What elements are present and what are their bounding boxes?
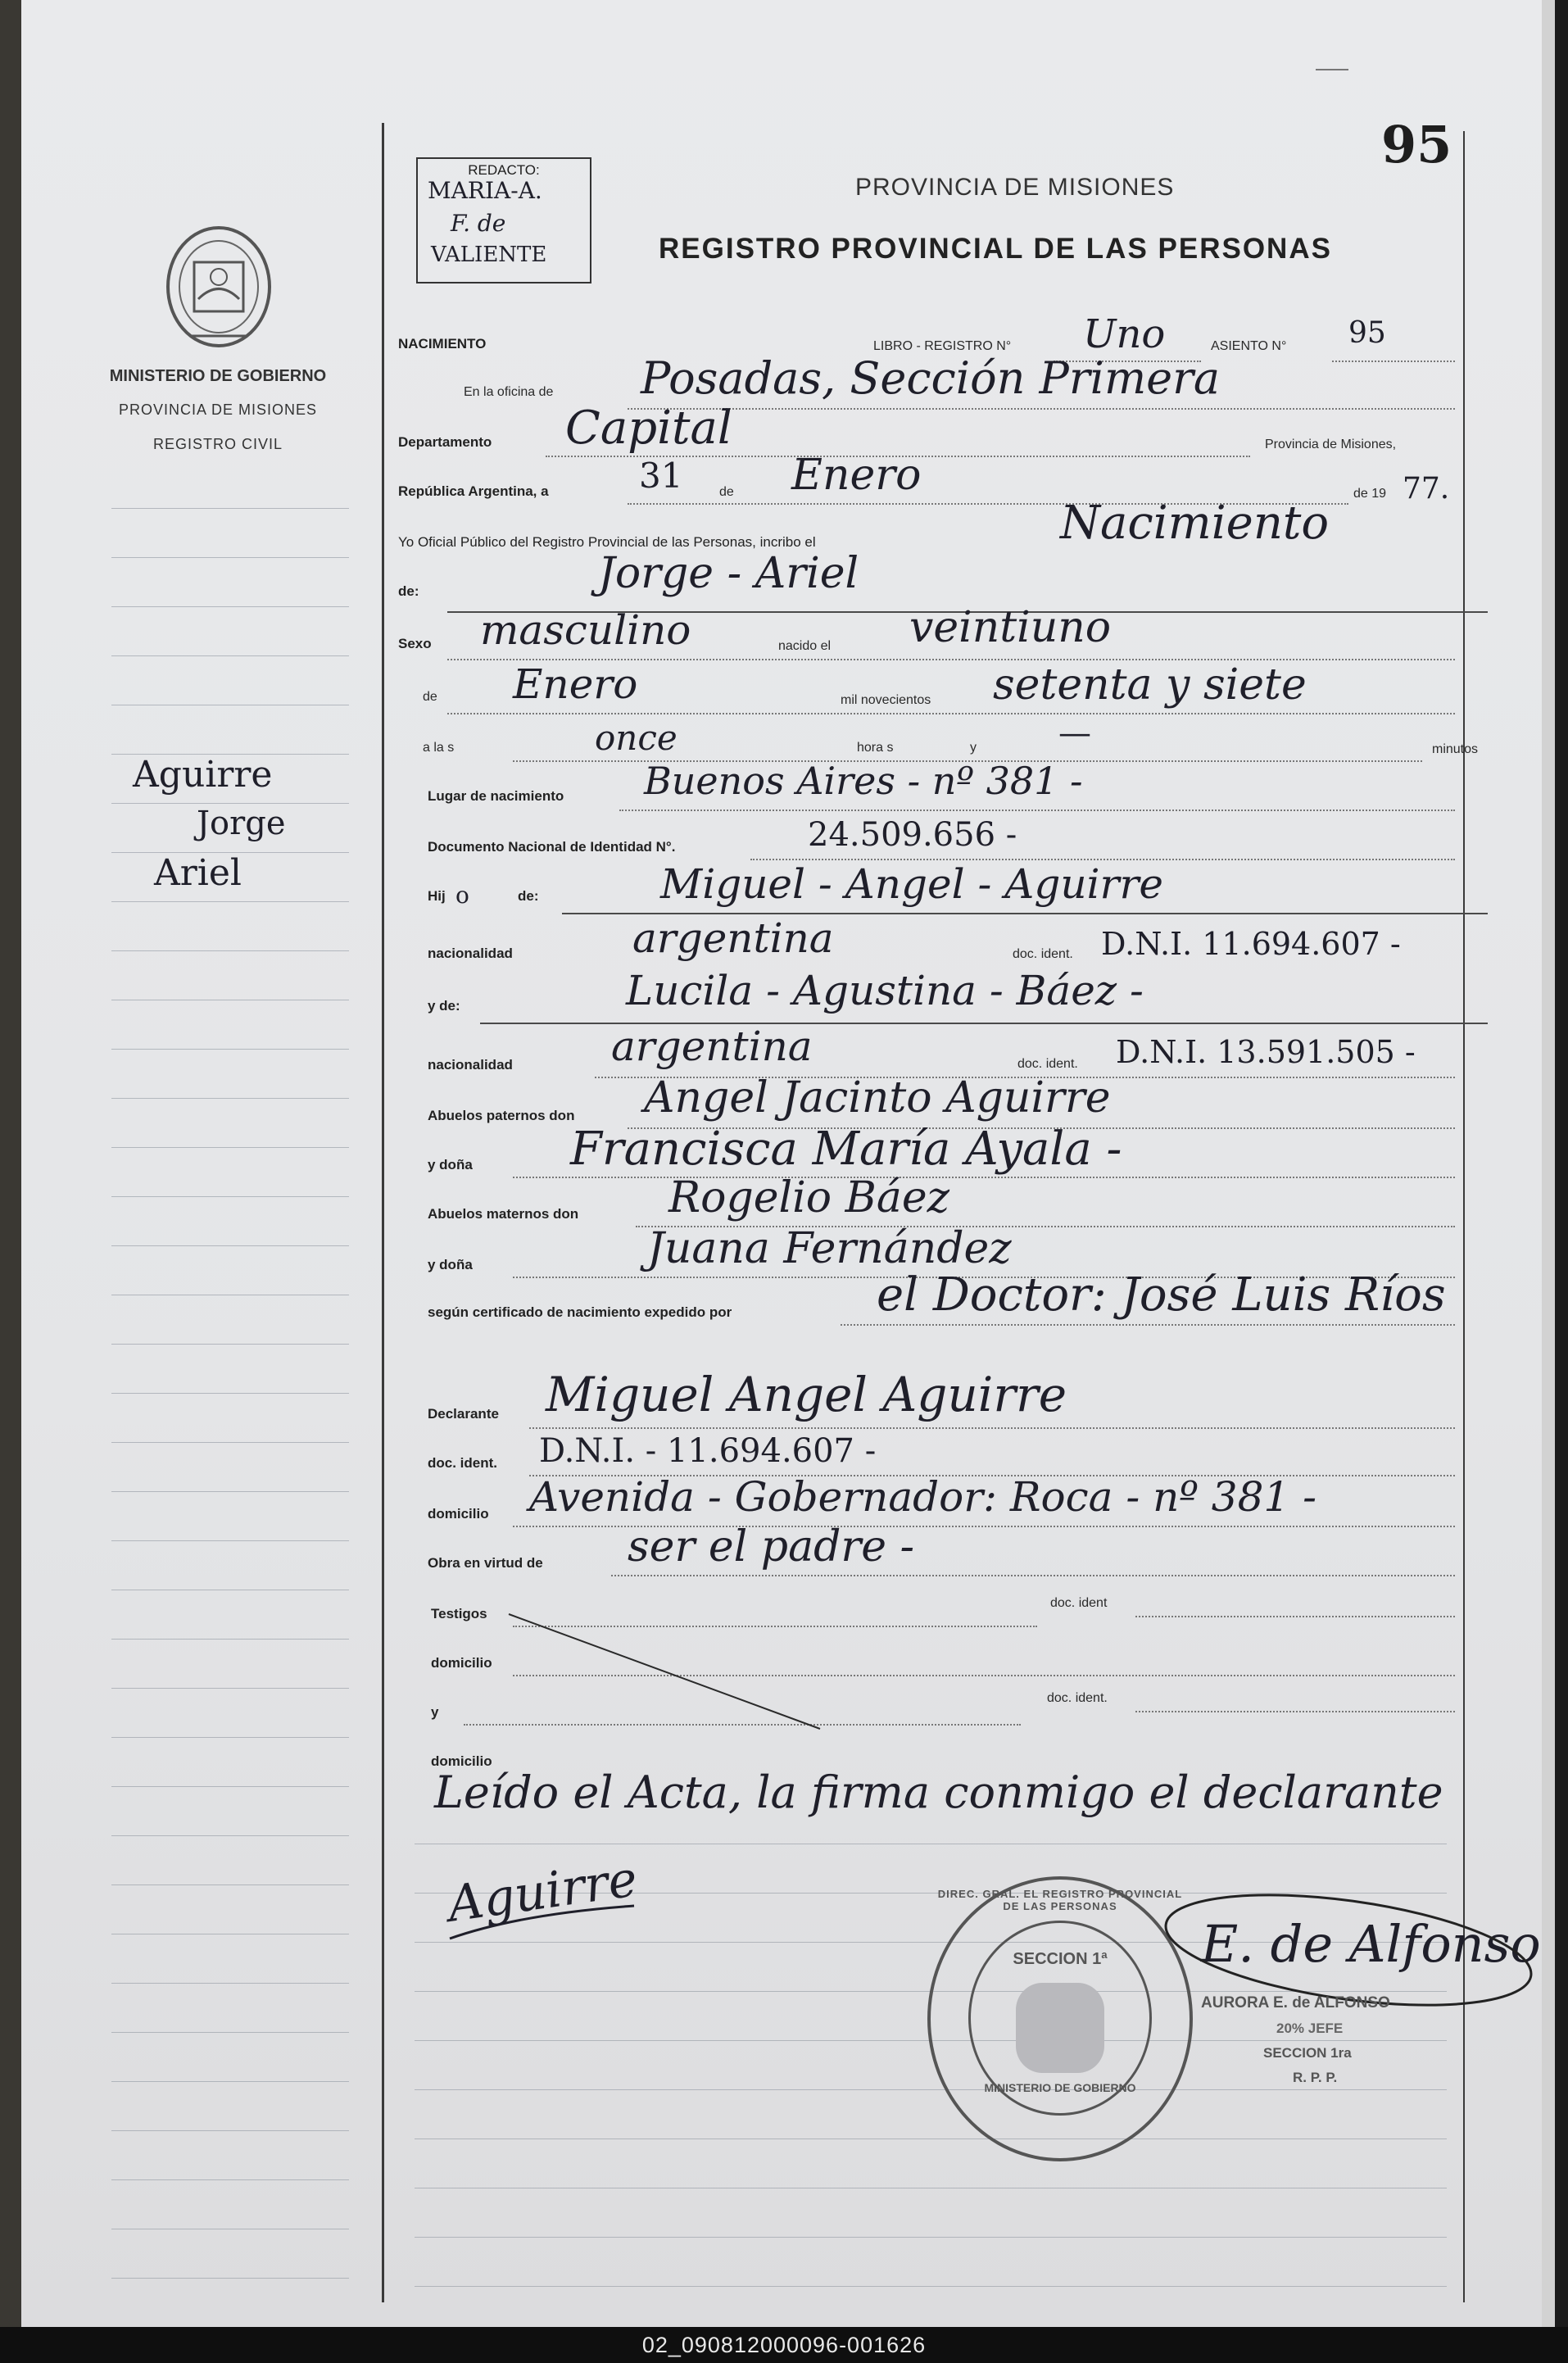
margin-rule bbox=[111, 1049, 349, 1050]
value-doc-madre: D.N.I. 13.591.505 - bbox=[1116, 1034, 1416, 1070]
margin-rule bbox=[111, 1540, 349, 1541]
stamp-outer-text: DIREC. GRAL. EL REGISTRO PROVINCIAL DE LAS PERSONAS bbox=[937, 1888, 1183, 1912]
value-anio: 77. bbox=[1403, 472, 1450, 506]
value-certificado: el Doctor: José Luis Ríos bbox=[877, 1268, 1446, 1322]
value-hora: once bbox=[595, 718, 678, 758]
ministry-line2: PROVINCIA DE MISIONES bbox=[118, 401, 318, 418]
label-de-nombre: de: bbox=[398, 583, 419, 599]
label-nacionalidad-madre: nacionalidad bbox=[428, 1057, 513, 1073]
officer-stamp-line1: AURORA E. de ALFONSO bbox=[1201, 1994, 1390, 2011]
ministry-line3: REGISTRO CIVIL bbox=[152, 436, 283, 452]
stamp-inner-text2: MINISTERIO DE GOBIERNO bbox=[984, 2081, 1136, 2094]
label-y-de: y de: bbox=[428, 998, 460, 1014]
label-minutos: minutos bbox=[1432, 742, 1479, 756]
margin-note-line1: Aguirre bbox=[133, 754, 273, 796]
label-documento: Documento Nacional de Identidad N°. bbox=[428, 839, 676, 855]
ministry-seal-icon bbox=[157, 221, 280, 361]
value-libro: Uno bbox=[1083, 311, 1166, 357]
frame-left-line bbox=[382, 123, 384, 2302]
dots-certificado bbox=[841, 1324, 1455, 1326]
value-doc-padre: D.N.I. 11.694.607 - bbox=[1101, 926, 1401, 962]
registry-title: REGISTRO PROVINCIAL DE LAS PERSONAS bbox=[659, 233, 1332, 265]
value-nac-madre: argentina bbox=[611, 1023, 813, 1070]
label-declarante: Declarante bbox=[428, 1406, 499, 1422]
margin-rule bbox=[111, 1442, 349, 1443]
label-de-padre: de: bbox=[518, 888, 539, 904]
label-de-19: de 19 bbox=[1353, 487, 1387, 501]
officer-signature: E. de Alfonso bbox=[1201, 1914, 1541, 1974]
book-spine bbox=[0, 0, 21, 2327]
margin-rule bbox=[111, 1098, 349, 1099]
label-horas: hora s bbox=[857, 741, 894, 755]
margin-rule bbox=[111, 606, 349, 607]
value-departamento: Capital bbox=[565, 401, 732, 455]
dots-oficina bbox=[628, 408, 1455, 410]
label-doc-ident-madre: doc. ident. bbox=[1017, 1057, 1078, 1071]
label-obra: Obra en virtud de bbox=[428, 1555, 543, 1571]
label-doc-ident-declarante: doc. ident. bbox=[428, 1455, 497, 1471]
redacto-line2: F. de bbox=[451, 210, 506, 237]
value-madre: Lucila - Agustina - Báez - bbox=[626, 967, 1144, 1014]
value-obra: ser el padre - bbox=[628, 1522, 915, 1572]
margin-rule bbox=[111, 1786, 349, 1787]
value-minutos: — bbox=[1058, 714, 1091, 752]
value-nombre: Jorge - Ariel bbox=[598, 549, 859, 598]
value-declarante: Miguel Angel Aguirre bbox=[546, 1367, 1067, 1422]
margin-rule bbox=[111, 557, 349, 558]
stamp-inner-text: SECCION 1ª bbox=[1013, 1950, 1108, 1968]
value-nac-padre: argentina bbox=[632, 914, 834, 962]
margin-rule bbox=[111, 1639, 349, 1640]
stamp-emblem-icon bbox=[1016, 1983, 1104, 2073]
value-leido: Leído el Acta, la firma conmigo el declarante bbox=[434, 1767, 1443, 1818]
label-segun: según certificado de nacimiento expedido por bbox=[428, 1304, 732, 1320]
margin-rule bbox=[111, 1196, 349, 1197]
dots-mes bbox=[447, 713, 1455, 714]
margin-rule bbox=[111, 1491, 349, 1492]
value-mes: Enero bbox=[791, 451, 922, 500]
margin-rule bbox=[111, 1835, 349, 1836]
value-hijo-o: o bbox=[455, 882, 469, 909]
value-asiento: 95 bbox=[1348, 316, 1386, 350]
value-abuelo-materno: Rogelio Báez bbox=[668, 1173, 950, 1222]
label-lugar: Lugar de nacimiento bbox=[428, 788, 564, 804]
margin-rule bbox=[111, 2179, 349, 2180]
officer-stamp-line2: 20% JEFE bbox=[1276, 2021, 1344, 2036]
dots-doc-testigo1 bbox=[1135, 1616, 1455, 1617]
redacto-line3: VALIENTE bbox=[431, 243, 547, 267]
margin-rule bbox=[111, 1688, 349, 1689]
label-de: de bbox=[719, 485, 734, 499]
margin-note-line3: Ariel bbox=[154, 852, 242, 894]
value-dni: 24.509.656 - bbox=[808, 816, 1017, 854]
dots-abuela-paterna bbox=[513, 1177, 1455, 1178]
label-domicilio-testigo2: domicilio bbox=[431, 1753, 492, 1769]
body-rule bbox=[415, 2138, 1447, 2139]
dots-asiento bbox=[1332, 361, 1455, 362]
label-hijo: Hij bbox=[428, 888, 446, 904]
label-oficina: En la oficina de bbox=[464, 385, 554, 399]
body-rule bbox=[415, 2237, 1447, 2238]
officer-stamp-line3: SECCION 1ra bbox=[1263, 2045, 1352, 2061]
margin-rule bbox=[111, 803, 349, 804]
label-sexo: Sexo bbox=[398, 636, 432, 651]
label-provincia: Provincia de Misiones, bbox=[1265, 438, 1397, 451]
redacto-line1: MARIA-A. bbox=[428, 177, 542, 204]
label-de-mes: de bbox=[423, 690, 437, 704]
value-abuelo-paterno: Angel Jacinto Aguirre bbox=[644, 1073, 1111, 1123]
label-doc-ident-testigo1: doc. ident bbox=[1050, 1596, 1108, 1610]
label-nacido-el: nacido el bbox=[778, 639, 832, 653]
redacto-box bbox=[416, 157, 591, 283]
redacto-label: REDACTO: bbox=[468, 162, 540, 178]
label-a-las: a la s bbox=[423, 741, 455, 755]
page-number: 95 bbox=[1381, 115, 1452, 175]
province-title: PROVINCIA DE MISIONES bbox=[855, 174, 1175, 201]
value-abuela-paterna: Francisca María Ayala - bbox=[570, 1123, 1122, 1176]
image-identifier-bar: 02_090812000096-001626 bbox=[0, 2327, 1568, 2363]
ministry-line1: MINISTERIO DE GOBIERNO bbox=[109, 367, 327, 385]
officer-stamp-line4: R. P. P. bbox=[1293, 2070, 1338, 2085]
margin-note-line2: Jorge bbox=[197, 805, 286, 842]
dots-lugar bbox=[619, 810, 1455, 811]
label-nacionalidad-padre: nacionalidad bbox=[428, 946, 513, 961]
label-y-testigo2: y bbox=[431, 1704, 439, 1720]
value-anio-nac: setenta y siete bbox=[993, 660, 1307, 710]
label-doc-ident-testigo2: doc. ident. bbox=[1047, 1691, 1108, 1705]
dots-obra bbox=[611, 1575, 1455, 1576]
value-dia: 31 bbox=[639, 456, 683, 496]
value-lugar: Buenos Aires - nº 381 - bbox=[644, 759, 1083, 803]
margin-rule bbox=[111, 2278, 349, 2279]
label-republica: República Argentina, a bbox=[398, 483, 549, 499]
margin-rule bbox=[111, 1983, 349, 1984]
margin-rule bbox=[111, 2081, 349, 2082]
margin-rule bbox=[111, 901, 349, 902]
margin-rule bbox=[111, 1344, 349, 1345]
declarant-signature-underline bbox=[446, 1898, 642, 1947]
label-abuelos-maternos: Abuelos maternos don bbox=[428, 1206, 579, 1222]
value-mes-nac: Enero bbox=[513, 660, 638, 708]
label-abuelos-paternos: Abuelos paternos don bbox=[428, 1108, 575, 1123]
label-asiento: ASIENTO N° bbox=[1211, 339, 1287, 353]
label-y: y bbox=[970, 741, 977, 755]
margin-rule bbox=[111, 950, 349, 951]
value-sexo: masculino bbox=[480, 606, 691, 654]
dots-doc-testigo2 bbox=[1135, 1711, 1455, 1712]
margin-rule bbox=[111, 508, 349, 509]
margin-rule bbox=[111, 2130, 349, 2131]
label-oficial: Yo Oficial Público del Registro Provincial de las Personas, incribo el bbox=[398, 534, 816, 550]
label-mil: mil novecientos bbox=[841, 693, 931, 707]
declarant-signature: Aguirre bbox=[444, 1850, 641, 1934]
dots-declarante bbox=[529, 1427, 1455, 1429]
label-libro: LIBRO - REGISTRO N° bbox=[873, 339, 1012, 353]
label-domicilio-testigo1: domicilio bbox=[431, 1655, 492, 1671]
value-padre: Miguel - Angel - Aguirre bbox=[660, 860, 1163, 908]
body-rule bbox=[415, 2286, 1447, 2287]
margin-rule bbox=[111, 655, 349, 656]
label-domicilio: domicilio bbox=[428, 1506, 489, 1522]
label-doc-ident-padre: doc. ident. bbox=[1013, 947, 1073, 961]
testigos-cancel-line bbox=[505, 1606, 832, 1737]
margin-rule bbox=[111, 1245, 349, 1246]
margin-rule bbox=[111, 1393, 349, 1394]
margin-rule bbox=[111, 2032, 349, 2033]
label-y-dona-materna: y doña bbox=[428, 1257, 473, 1272]
corner-mark bbox=[1316, 69, 1348, 70]
label-y-dona-paterna: y doña bbox=[428, 1157, 473, 1172]
value-acto: Nacimiento bbox=[1060, 497, 1330, 550]
label-nacimiento: NACIMIENTO bbox=[398, 336, 487, 352]
label-testigos: Testigos bbox=[431, 1606, 487, 1621]
margin-rule bbox=[111, 1147, 349, 1148]
value-oficina: Posadas, Sección Primera bbox=[641, 352, 1221, 404]
value-nacido-el: veintiuno bbox=[909, 603, 1112, 652]
label-departamento: Departamento bbox=[398, 434, 492, 450]
registry-page bbox=[21, 0, 1555, 2327]
value-abuela-materna: Juana Fernández bbox=[647, 1224, 1012, 1273]
value-domicilio: Avenida - Gobernador: Roca - nº 381 - bbox=[529, 1473, 1316, 1521]
margin-rule bbox=[111, 1737, 349, 1738]
value-doc-declarante: D.N.I. - 11.694.607 - bbox=[539, 1432, 877, 1470]
